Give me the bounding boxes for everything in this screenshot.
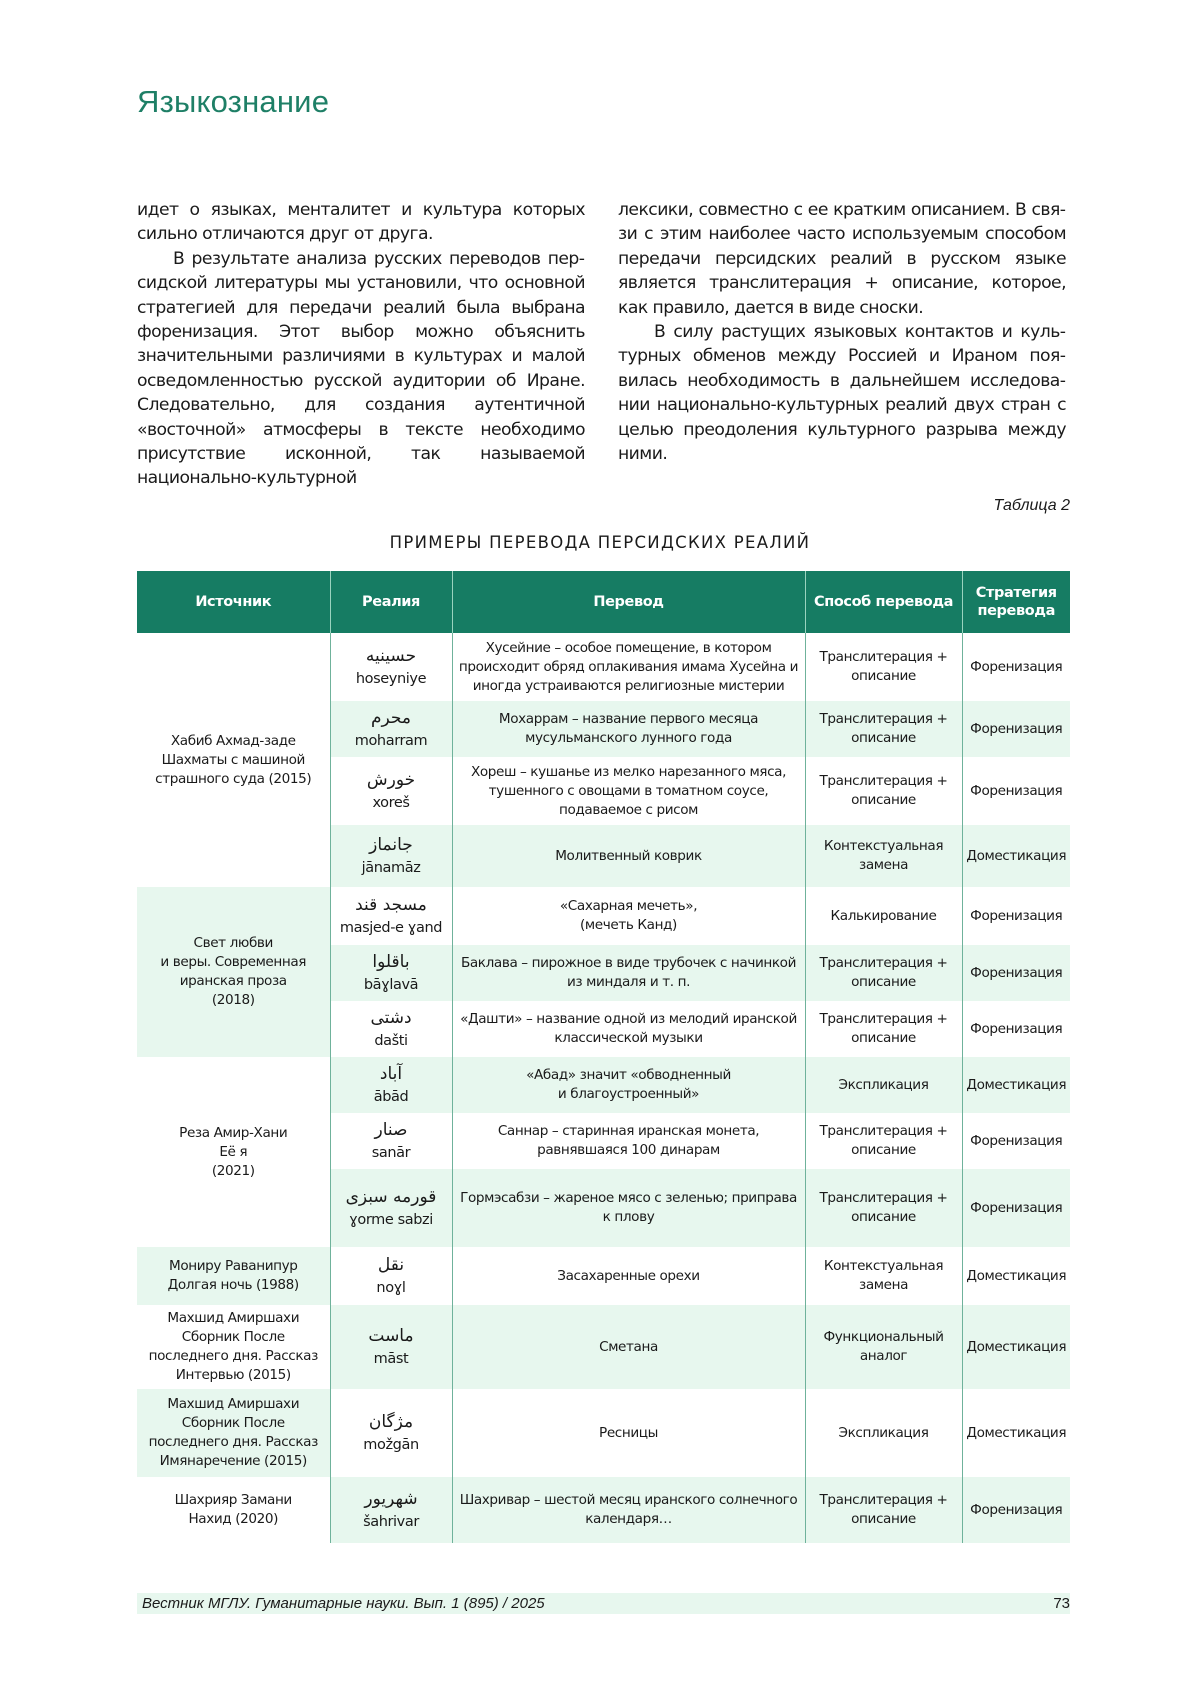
section-title: Языкознание xyxy=(137,84,330,119)
persian-word: آباد xyxy=(379,1064,403,1084)
transliteration: ābād xyxy=(373,1089,409,1105)
column-header-realia: Реалия xyxy=(330,571,452,633)
realia-cell xyxy=(330,1389,452,1477)
translation-cell: Мохаррам – название первого месяца мусульманского лунного года xyxy=(452,701,805,757)
method-cell: Транслитерация + описание xyxy=(805,633,962,701)
transliteration: možgān xyxy=(363,1437,419,1453)
method-cell: Калькирование xyxy=(805,887,962,945)
source-cell: Шахрияр Замани Нахид (2020) xyxy=(137,1477,330,1543)
translation-cell: Молитвенный коврик xyxy=(452,825,805,887)
transliteration: xoreš xyxy=(372,795,410,811)
table-row xyxy=(137,1247,1070,1305)
translation-cell: Баклава – пирожное в виде трубочек с начинкой из миндаля и т. п. xyxy=(452,945,805,1001)
realia-cell xyxy=(330,1247,452,1305)
translation-cell: Гормэсабзи – жареное мясо с зеленью; приправа к плову xyxy=(452,1169,805,1247)
persian-word: حسینیه xyxy=(365,646,417,666)
persian-word: مژگان xyxy=(368,1412,414,1432)
strategy-cell: Форенизация xyxy=(962,1001,1070,1057)
realia-cell xyxy=(330,1113,452,1169)
translation-cell: Сметана xyxy=(452,1305,805,1389)
realia-cell xyxy=(330,825,452,887)
method-cell: Экспликация xyxy=(805,1057,962,1113)
table-row xyxy=(137,633,1070,701)
strategy-cell: Форенизация xyxy=(962,1169,1070,1247)
column-header-translation: Перевод xyxy=(452,571,805,633)
persian-word: نقل xyxy=(377,1255,405,1275)
strategy-cell: Доместикация xyxy=(962,1389,1070,1477)
persian-word: شهریور xyxy=(364,1489,418,1509)
realia-cell xyxy=(330,633,452,701)
transliteration: sanār xyxy=(371,1145,411,1161)
realia-table xyxy=(137,571,1070,1543)
table-title: ПРИМЕРЫ ПЕРЕВОДА ПЕРСИДСКИХ РЕАЛИЙ xyxy=(389,533,811,552)
transliteration: māst xyxy=(373,1351,409,1367)
method-cell: Контекстуальная замена xyxy=(805,1247,962,1305)
transliteration: hoseyniye xyxy=(355,671,427,687)
translation-cell: «Дашти» – название одной из мелодий иранской классической музыки xyxy=(452,1001,805,1057)
table-label: Таблица 2 xyxy=(993,497,1070,514)
realia-cell xyxy=(330,757,452,825)
persian-word: مسجد قند xyxy=(355,895,427,915)
realia-cell xyxy=(330,945,452,1001)
strategy-cell: Форенизация xyxy=(962,1113,1070,1169)
translation-cell: Ресницы xyxy=(452,1389,805,1477)
strategy-cell: Форенизация xyxy=(962,945,1070,1001)
persian-word: محرم xyxy=(371,708,411,728)
method-cell: Транслитерация + описание xyxy=(805,701,962,757)
table-header-row xyxy=(137,571,1070,633)
table-row xyxy=(137,1477,1070,1543)
persian-word: باقلوا xyxy=(372,952,410,972)
strategy-cell: Форенизация xyxy=(962,701,1070,757)
table-body xyxy=(137,633,1070,1543)
persian-word: قورمه سبزی xyxy=(345,1187,437,1207)
page-number: 73 xyxy=(1053,1595,1070,1612)
paragraph: В силу растущих языковых контактов и культурных обменов между Россией и Ираном появилась необходимость в дальнейшем исследовании национально-культурных реалий двух стран с целью преодоления культурного разрыва между ними. xyxy=(618,322,1066,465)
translation-cell: «Сахарная мечеть», (мечеть Канд) xyxy=(452,887,805,945)
source-cell: Махшид Амиршахи Сборник После последнего дня. Рассказ Интервью (2015) xyxy=(137,1305,330,1389)
method-cell: Транслитерация + описание xyxy=(805,757,962,825)
realia-cell xyxy=(330,1057,452,1113)
paragraph: В результате анализа русских переводов персидской литературы мы установили, что основной стратегией для передачи реалий была выбрана форенизация. Этот выбор можно объяснить значительными различиями в культурах и малой осведомленностью русской аудитории об Иране. Следовательно, для создания аутентичной «восточной» атмосферы в тексте необходимо присутствие исконной, так называемой национально-культурной xyxy=(137,248,585,489)
table-row xyxy=(137,1389,1070,1477)
strategy-cell: Форенизация xyxy=(962,1477,1070,1543)
realia-cell xyxy=(330,1477,452,1543)
persian-word: جانماز xyxy=(369,835,413,855)
transliteration: bāɣlavā xyxy=(363,977,419,993)
realia-cell xyxy=(330,1001,452,1057)
method-cell: Транслитерация + описание xyxy=(805,1169,962,1247)
realia-cell xyxy=(330,887,452,945)
strategy-cell: Доместикация xyxy=(962,825,1070,887)
realia-cell xyxy=(330,701,452,757)
table-row xyxy=(137,1305,1070,1389)
strategy-cell: Доместикация xyxy=(962,1057,1070,1113)
realia-cell xyxy=(330,1305,452,1389)
table-row xyxy=(137,1057,1070,1113)
persian-word: خورش xyxy=(366,770,416,790)
method-cell: Транслитерация + описание xyxy=(805,1001,962,1057)
method-cell: Функциональный аналог xyxy=(805,1305,962,1389)
table-row xyxy=(137,887,1070,945)
transliteration: jānamāz xyxy=(361,860,421,876)
method-cell: Транслитерация + описание xyxy=(805,1113,962,1169)
persian-word: ماست xyxy=(368,1326,414,1346)
transliteration: moharram xyxy=(354,733,428,749)
source-cell: Свет любви и веры. Современная иранская проза (2018) xyxy=(137,887,330,1057)
column-header-source: Источник xyxy=(137,571,330,633)
method-cell: Транслитерация + описание xyxy=(805,945,962,1001)
transliteration: šahrivar xyxy=(363,1514,419,1530)
persian-word: صنار xyxy=(374,1120,408,1140)
translation-cell: Хореш – кушанье из мелко нарезанного мяса, тушенного с овощами в томатном соусе, подаваемое с рисом xyxy=(452,757,805,825)
persian-word: دشتی xyxy=(370,1008,412,1028)
strategy-cell: Форенизация xyxy=(962,887,1070,945)
column-header-method: Способ перевода xyxy=(805,571,962,633)
transliteration: noɣl xyxy=(376,1280,406,1296)
source-cell: Хабиб Ахмад-заде Шахматы с машиной страшного суда (2015) xyxy=(137,633,330,887)
journal-footer: Вестник МГЛУ. Гуманитарные науки. Вып. 1 (895) / 2025 xyxy=(142,1595,545,1612)
method-cell: Контекстуальная замена xyxy=(805,825,962,887)
paragraph: лексики, совместно с ее кратким описанием. В связи с этим наиболее часто используемым способом передачи персидских реалий в русском языке является транслитерация + описание, которое, как правило, дается в виде сноски. xyxy=(618,200,1066,318)
translation-cell: Саннар – старинная иранская монета, равнявшаяся 100 динарам xyxy=(452,1113,805,1169)
transliteration: masjed-e ɣand xyxy=(339,920,443,936)
paragraph: идет о языках, менталитет и культура которых сильно отличаются друг от друга. xyxy=(137,200,585,245)
source-cell: Махшид Амиршахи Сборник После последнего дня. Рассказ Имянаречение (2015) xyxy=(137,1389,330,1477)
transliteration: ɣorme sabzi xyxy=(349,1212,433,1228)
body-column-left xyxy=(137,198,585,491)
strategy-cell: Форенизация xyxy=(962,757,1070,825)
translation-cell: Засахаренные орехи xyxy=(452,1247,805,1305)
realia-cell xyxy=(330,1169,452,1247)
strategy-cell: Доместикация xyxy=(962,1305,1070,1389)
strategy-cell: Форенизация xyxy=(962,633,1070,701)
source-cell: Реза Амир-Хани Её я (2021) xyxy=(137,1057,330,1247)
transliteration: dašti xyxy=(374,1033,408,1049)
column-header-strategy: Стратегия перевода xyxy=(962,571,1070,633)
method-cell: Экспликация xyxy=(805,1389,962,1477)
source-cell: Мониру Раванипур Долгая ночь (1988) xyxy=(137,1247,330,1305)
translation-cell: «Абад» значит «обводненный и благоустроенный» xyxy=(452,1057,805,1113)
method-cell: Транслитерация + описание xyxy=(805,1477,962,1543)
strategy-cell: Доместикация xyxy=(962,1247,1070,1305)
translation-cell: Шахривар – шестой месяц иранского солнечного календаря… xyxy=(452,1477,805,1543)
body-column-right xyxy=(618,198,1066,466)
translation-cell: Хусейние – особое помещение, в котором происходит обряд оплакивания имама Хусейна и иногда устраиваются религиозные мистерии xyxy=(452,633,805,701)
